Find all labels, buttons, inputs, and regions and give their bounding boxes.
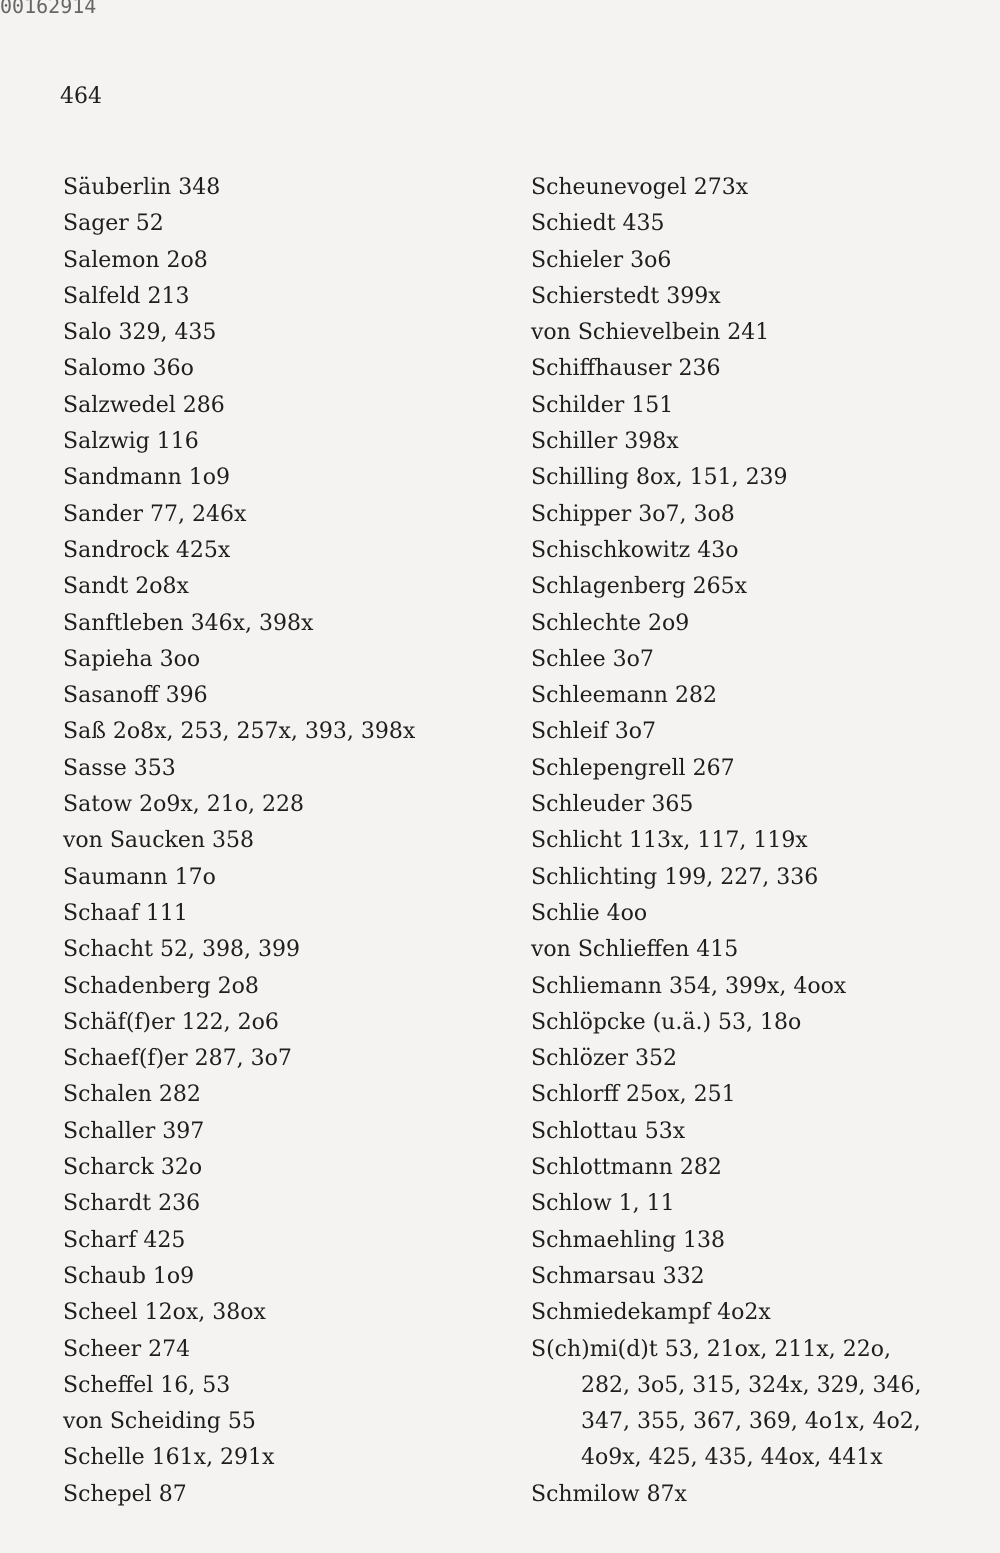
index-entry: Schacht 52, 398, 399 [63, 937, 300, 963]
index-entry: Schliemann 354, 399x, 4oox [531, 973, 847, 999]
index-entry: Schlichting 199, 227, 336 [531, 864, 819, 890]
index-entry: Schipper 3o7, 3o8 [531, 501, 735, 527]
index-entry: Sasse 353 [63, 755, 176, 781]
index-column-left [63, 170, 415, 1513]
index-entry: Scharck 32o [63, 1155, 203, 1181]
index-entry: Schlorff 25ox, 251 [531, 1082, 736, 1108]
index-entry: Schmiedekampf 4o2x [531, 1300, 771, 1326]
index-entry: Schlagenberg 265x [531, 574, 748, 600]
index-entry: Scheffel 16, 53 [63, 1372, 231, 1398]
index-entry: Sandmann 1o9 [63, 465, 230, 491]
index-entry: Schleuder 365 [531, 792, 694, 818]
index-entry-continuation: 347, 355, 367, 369, 4o1x, 4o2, [581, 1409, 921, 1435]
index-entry: Schlow 1, 11 [531, 1191, 675, 1217]
index-entry: von Schievelbein 241 [531, 320, 770, 346]
index-entry-continuation: 4o9x, 425, 435, 44ox, 441x [581, 1445, 883, 1471]
index-entry: Sapieha 3oo [63, 646, 201, 672]
index-entry: Schelle 161x, 291x [63, 1445, 275, 1471]
index-entry: Schmaehling 138 [531, 1227, 726, 1253]
index-entry: Schiedt 435 [531, 211, 665, 237]
index-entry: Sandrock 425x [63, 537, 231, 563]
index-entry: Schadenberg 2o8 [63, 973, 259, 999]
index-entry: Scheer 274 [63, 1336, 191, 1362]
index-entry: Sasanoff 396 [63, 683, 208, 709]
archive-id: 00162914 [0, 0, 97, 18]
index-entry: Schierstedt 399x [531, 283, 721, 309]
index-entry: Schleif 3o7 [531, 719, 657, 745]
index-entry: Saß 2o8x, 253, 257x, 393, 398x [63, 719, 416, 745]
index-entry: Schlöpcke (u.ä.) 53, 18o [531, 1009, 802, 1035]
index-entry: Säuberlin 348 [63, 175, 221, 200]
index-entry: Schardt 236 [63, 1191, 201, 1217]
page-number: 464 [60, 84, 102, 109]
index-entry: Schlottmann 282 [531, 1155, 722, 1181]
index-entry: Schmilow 87x [531, 1481, 687, 1507]
index-entry: Scheel 12ox, 38ox [63, 1300, 266, 1326]
index-entry: Schleemann 282 [531, 683, 717, 709]
index-entry: Scheunevogel 273x [531, 175, 749, 200]
index-entry: Salemon 2o8 [63, 247, 208, 273]
index-entry: Schlie 4oo [531, 900, 648, 926]
index-entry: Schischkowitz 43o [531, 537, 739, 563]
index-entry: Schaub 1o9 [63, 1263, 195, 1289]
index-entry: von Scheiding 55 [63, 1409, 256, 1435]
index-entry: Sager 52 [63, 211, 164, 237]
index-entry: Saumann 17o [63, 864, 216, 890]
index-entry: Scharf 425 [63, 1227, 186, 1253]
index-entry: Salzwedel 286 [63, 392, 225, 418]
index-entry: Schiffhauser 236 [531, 356, 721, 382]
index-entry: Schepel 87 [63, 1481, 187, 1507]
index-entry: Salfeld 213 [63, 283, 190, 309]
index-entry: Schlicht 113x, 117, 119x [531, 828, 808, 854]
index-entry: S(ch)mi(d)t 53, 21ox, 211x, 22o, [531, 1336, 891, 1362]
index-entry: Schmarsau 332 [531, 1263, 705, 1289]
index-entry: Schlözer 352 [531, 1046, 677, 1072]
index-entry: Schäf(f)er 122, 2o6 [63, 1009, 279, 1035]
index-entry: Schieler 3o6 [531, 247, 672, 273]
index-entry: Schaaf 111 [63, 900, 188, 926]
index-entry-continuation: 282, 3o5, 315, 324x, 329, 346, [581, 1372, 922, 1398]
index-entry: Schilder 151 [531, 392, 674, 418]
index-entry: Schalen 282 [63, 1082, 201, 1108]
index-entry: Salo 329, 435 [63, 320, 217, 346]
index-entry: Schiller 398x [531, 429, 679, 455]
index-entry: Schlottau 53x [531, 1118, 686, 1144]
index-entry: Sanftleben 346x, 398x [63, 610, 314, 636]
index-entry: Schlepengrell 267 [531, 755, 735, 781]
index-entry: Schilling 8ox, 151, 239 [531, 465, 788, 491]
index-entry: Schlechte 2o9 [531, 610, 690, 636]
index-entry: Sander 77, 246x [63, 501, 247, 527]
index-entry: Satow 2o9x, 21o, 228 [63, 792, 304, 818]
index-entry: von Saucken 358 [63, 828, 255, 854]
index-entry: Schaller 397 [63, 1118, 205, 1144]
index-entry: Schlee 3o7 [531, 646, 654, 672]
index-entry: Sandt 2o8x [63, 574, 189, 600]
index-entry: Salzwig 116 [63, 429, 199, 455]
index-entry: Salomo 36o [63, 356, 194, 382]
index-entry: Schaef(f)er 287, 3o7 [63, 1046, 292, 1072]
index-column-right [531, 170, 922, 1513]
index-entry: von Schlieffen 415 [531, 937, 739, 963]
